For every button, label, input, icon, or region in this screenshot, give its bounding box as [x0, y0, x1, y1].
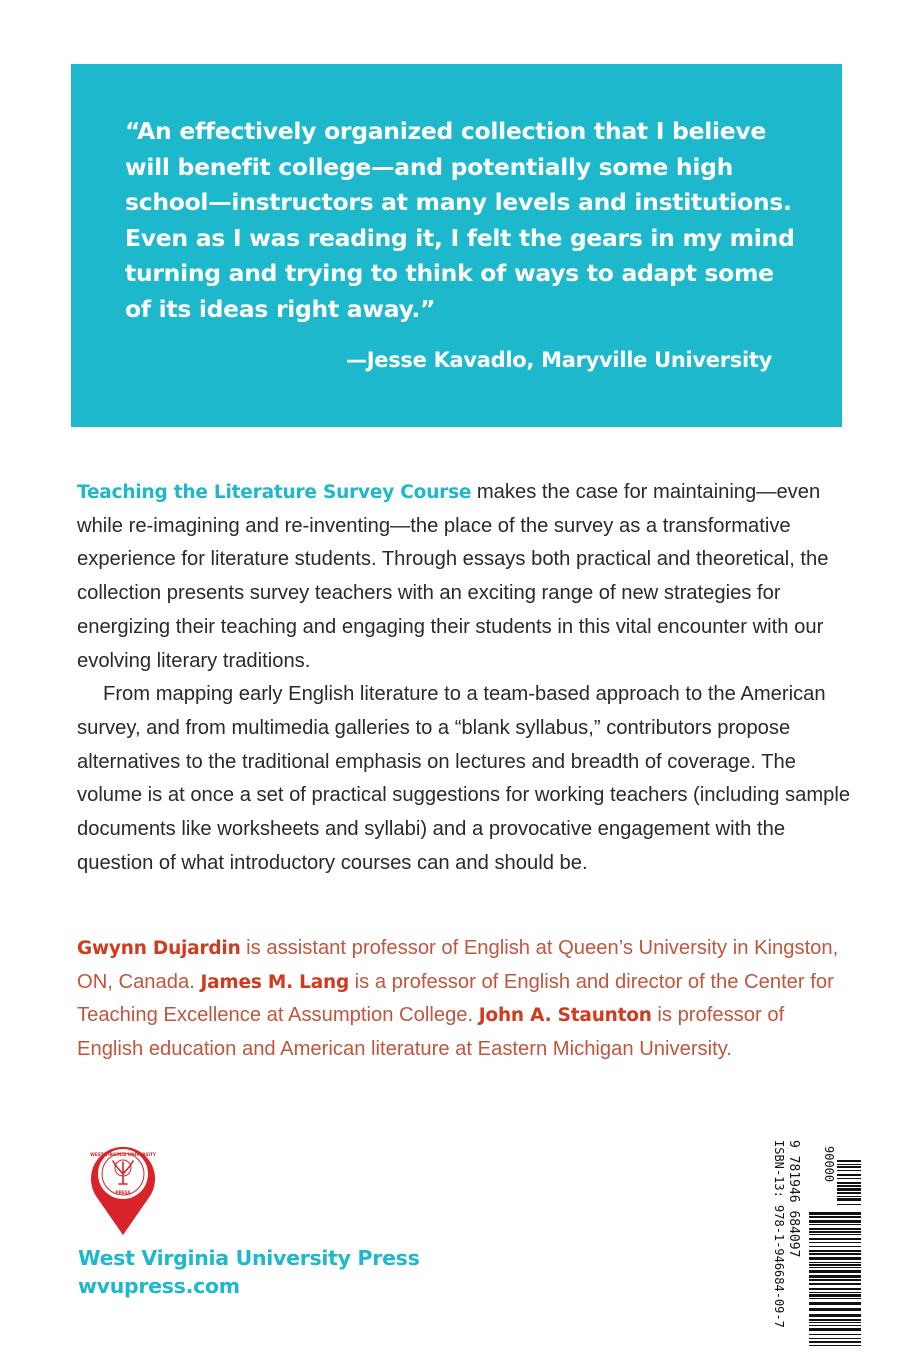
- review-quote: “An effectively organized collection that I believe will benefit college—and potentially some high school—instructors at many levels and institutions. Even as I was reading it, I felt the gears in my mind turning and trying to think of ways to adapt some of its ideas right away.”: [125, 117, 795, 323]
- price-code: 90000: [822, 1146, 836, 1183]
- description-paragraph-2: From mapping early English literature to a team-based approach to the American survey, and from multimedia galleries to a “blank syllabus,” contributors propose alternatives to the traditional emphasis on lectures and breadth of coverage. The volume is at once a set of practical suggestions for working teachers (including sample documents like worksheets and syllabi) and a provocative engagement with the question of what introductory courses can and should be.: [77, 683, 851, 874]
- author-bio-3: is professor of English education and American literature at Eastern Michigan University.: [77, 1004, 785, 1061]
- author-bio-1: is assistant professor of English at Queen’s University in Kingston, ON, Canada.: [77, 937, 839, 993]
- book-description: [77, 476, 852, 880]
- author-bio-2: is a professor of English and director of the Center for Teaching Excellence at Assumption College.: [77, 970, 834, 1027]
- publisher-logo-icon: [86, 1140, 160, 1236]
- author-name-3: John A. Staunton: [478, 1005, 652, 1027]
- description-p1-text: makes the case for maintaining—even while re-imagining and re-inventing—the place of the survey as a transformative experience for literature students. Through essays both practical and theoretical, the collection presents survey teachers with an exciting range of new strategies for energizing their teaching and engaging their students in this vital encounter with our evolving literary traditions.: [77, 481, 829, 672]
- isbn-label: ISBN-13: 978-1-946684-09-7: [772, 1140, 786, 1328]
- barcode-graphic: [805, 1140, 861, 1352]
- publisher-url[interactable]: wvupress.com: [78, 1274, 240, 1298]
- barcode-digits: 9 781946 684097: [786, 1140, 801, 1258]
- quote-attribution: —Jesse Kavadlo, Maryville University: [346, 348, 772, 372]
- author-name-1: Gwynn Dujardin: [77, 938, 241, 959]
- publisher-block: [78, 1244, 419, 1300]
- description-paragraph-1: [77, 476, 852, 678]
- publisher-name: West Virginia University Press: [78, 1246, 420, 1270]
- svg-text:WEST VIRGINIA UNIVERSITY: WEST VIRGINIA UNIVERSITY: [90, 1152, 156, 1157]
- bio-paragraph: [77, 932, 847, 1067]
- author-bios: [77, 932, 847, 1067]
- author-name-2: James M. Lang: [200, 971, 350, 993]
- quote-box: [71, 64, 842, 427]
- svg-text:PRESS: PRESS: [115, 1190, 131, 1195]
- book-title: Teaching the Literature Survey Course: [77, 482, 472, 503]
